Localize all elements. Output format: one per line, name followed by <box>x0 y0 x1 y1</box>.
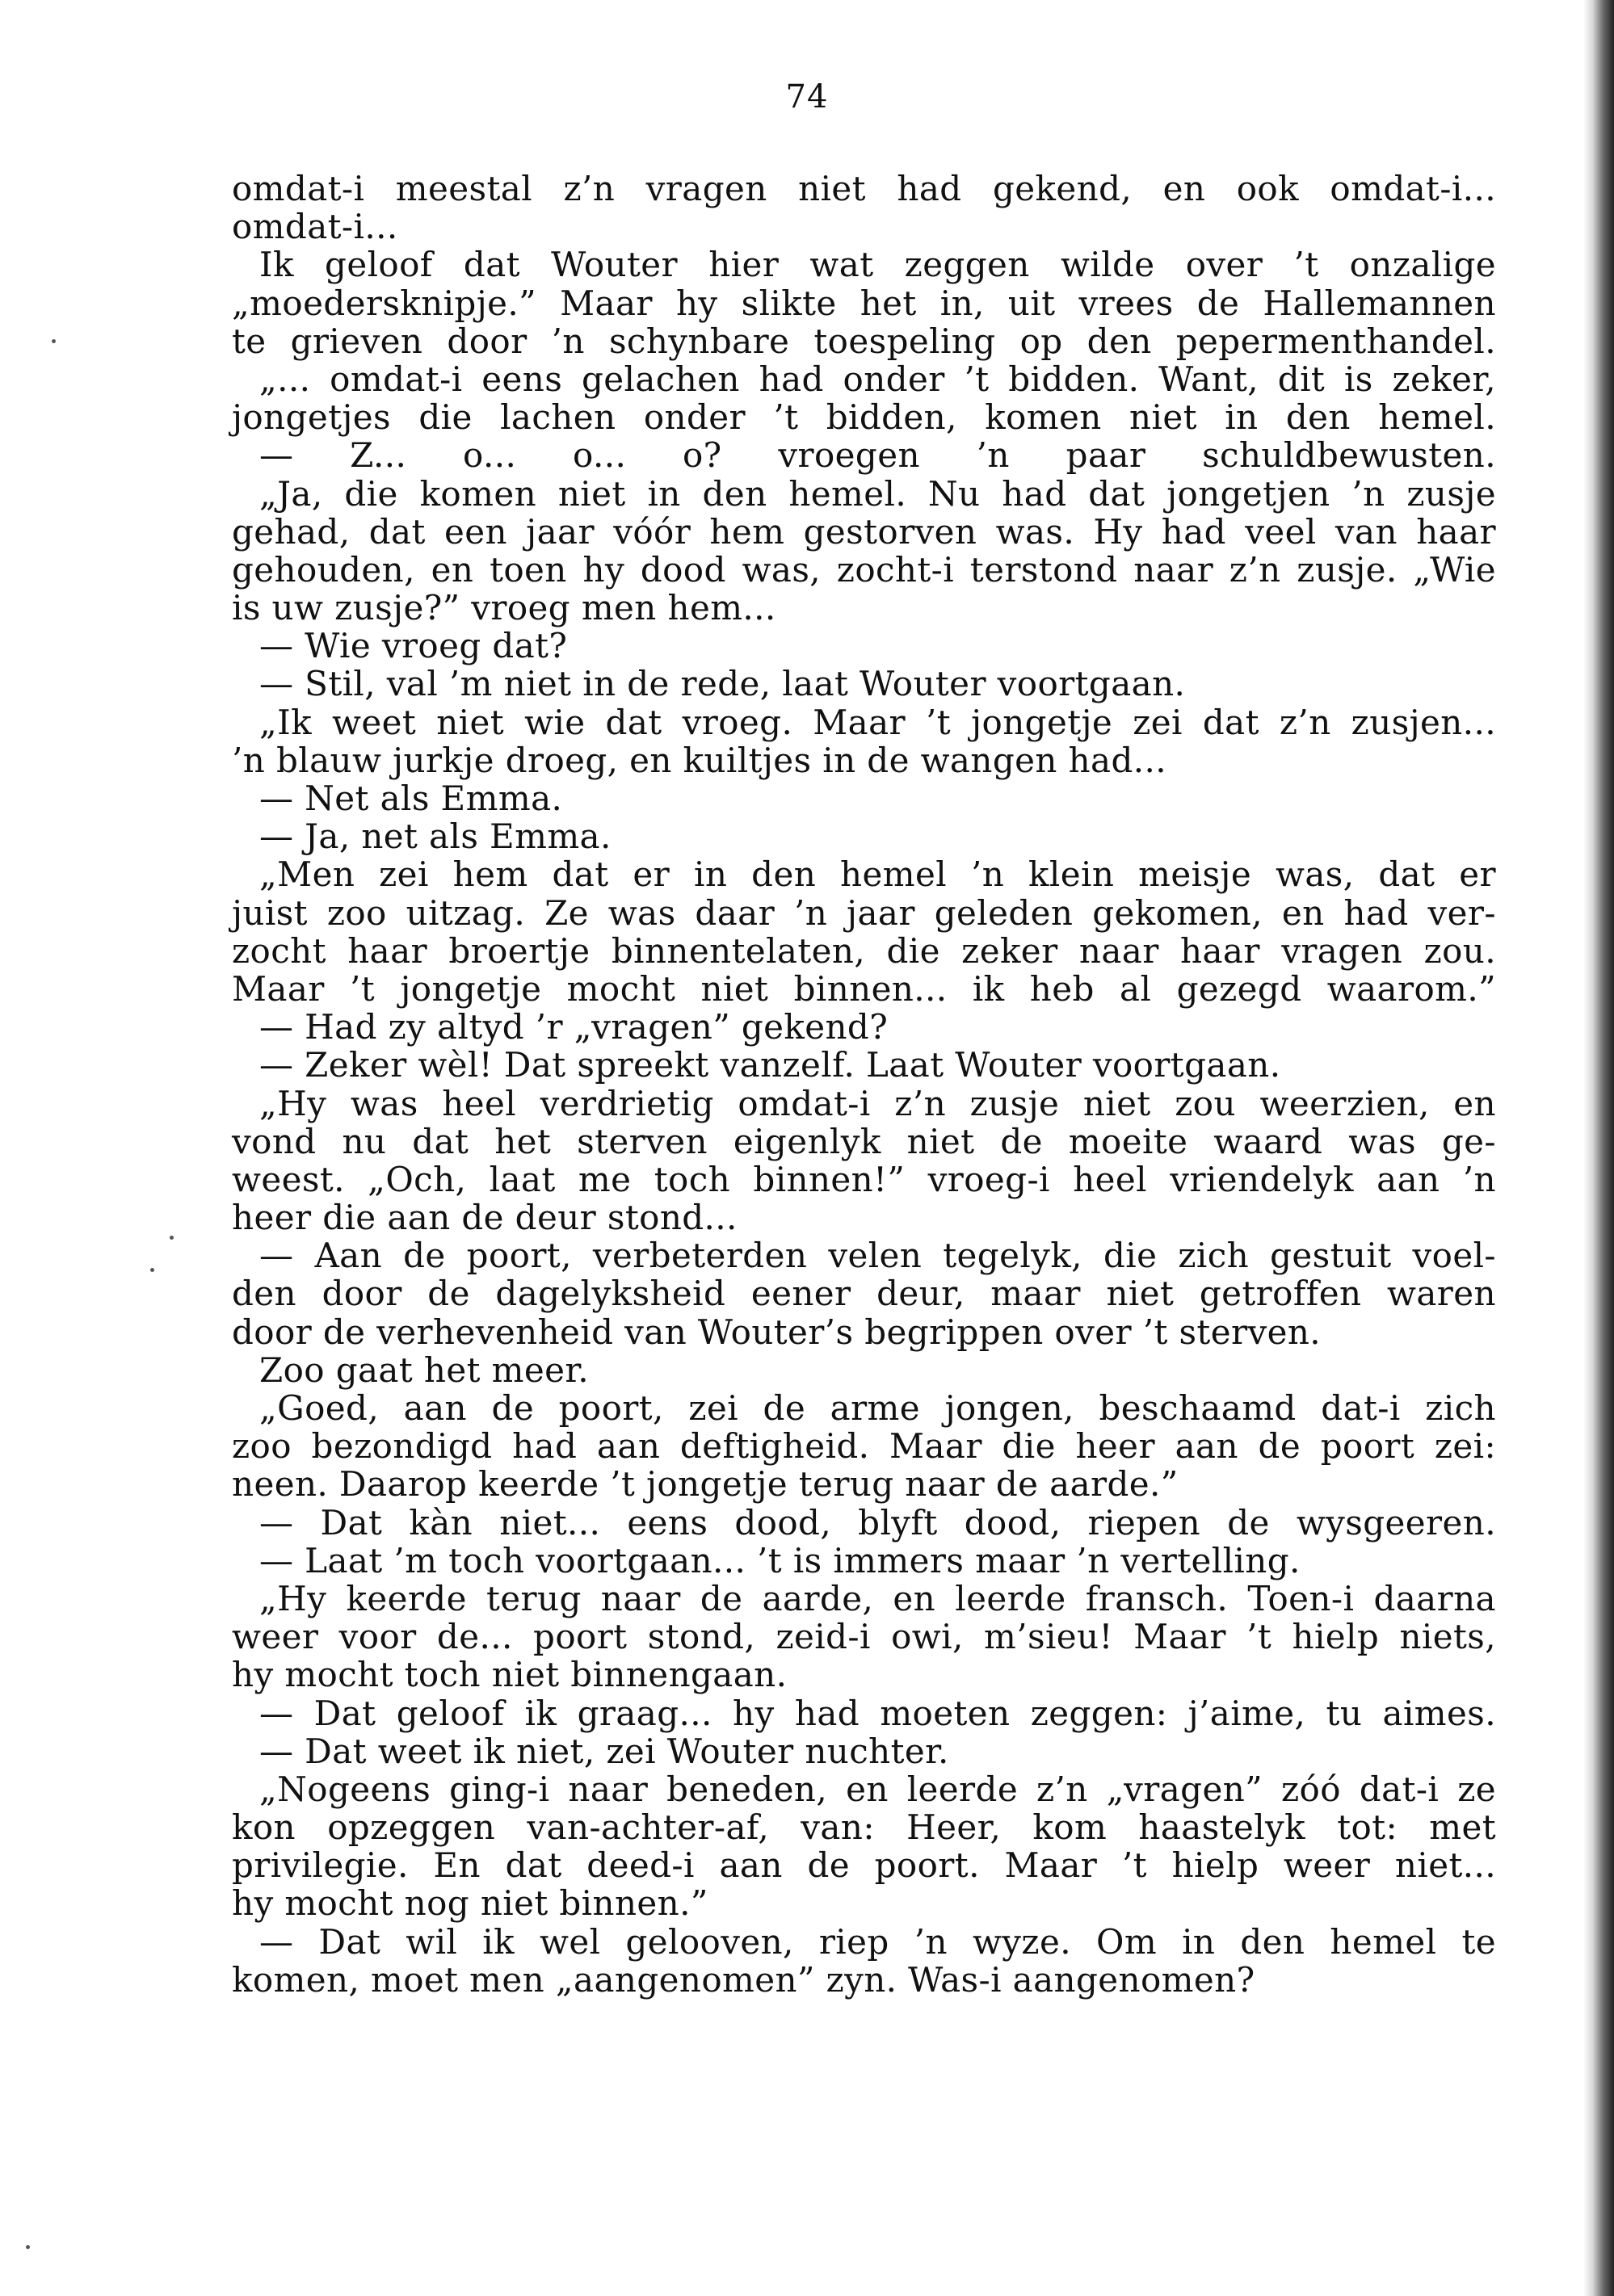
text-line: „Hy was heel verdrietig omdat-i z’n zusje niet zou weerzien, en <box>259 1083 1496 1123</box>
text-line: gehouden, en toen hy dood was, zocht-i terstond naar z’n zusje. „Wie <box>232 549 1496 590</box>
scan-speck <box>26 2245 30 2249</box>
text-line: vond nu dat het sterven eigenlyk niet de moeite waard was ge- <box>232 1121 1496 1161</box>
text-line: — Wie vroeg dat? <box>259 626 568 666</box>
text-line: — Laat ’m toch voortgaan... ’t is immers maar ’n vertelling. <box>259 1540 1301 1580</box>
text-line: den door de dagelyksheid eener deur, maar niet getroffen waren <box>232 1274 1496 1314</box>
text-line: gehad, dat een jaar vóór hem gestorven was. Hy had veel van haar <box>232 511 1496 552</box>
text-line: zocht haar broertje binnentelaten, die zeker naar haar vragen zou. <box>232 930 1496 971</box>
text-line: „... omdat-i eens gelachen had onder ’t bidden. Want, dit is zeker, <box>259 359 1496 399</box>
text-line: „Men zei hem dat er in den hemel ’n klein meisje was, dat er <box>259 854 1496 895</box>
text-line: kon opzeggen van-achter-af, van: Heer, kom haastelyk tot: met <box>232 1807 1496 1848</box>
text-line: privilegie. En dat deed-i aan de poort. Maar ’t hielp weer niet... <box>232 1845 1496 1886</box>
text-line: „Nogeens ging-i naar beneden, en leerde z’n „vragen” zóó dat-i ze <box>259 1769 1496 1809</box>
text-line: „Ja, die komen niet in den hemel. Nu had dat jongetjen ’n zusje <box>259 473 1496 514</box>
text-line: „Hy keerde terug naar de aarde, en leerde fransch. Toen-i daarna <box>259 1578 1496 1618</box>
text-line: — Ja, net als Emma. <box>259 816 612 857</box>
text-line: — Had zy altyd ’r „vragen” gekend? <box>259 1007 889 1047</box>
text-line: omdat-i... <box>232 207 398 247</box>
text-line: juist zoo uitzag. Ze was daar ’n jaar geleden gekomen, en had ver- <box>232 892 1496 933</box>
page-number: 74 <box>785 78 829 115</box>
text-line: heer die aan de deur stond... <box>232 1198 738 1238</box>
text-line: weer voor de... poort stond, zeid-i owi, m’sieu! Maar ’t hielp niets, <box>232 1617 1496 1657</box>
text-line: — Dat wil ik wel gelooven, riep ’n wyze. Om in den hemel te <box>259 1921 1496 1962</box>
text-line: — Dat kàn niet... eens dood, blyft dood, riepen de wysgeeren. <box>259 1502 1496 1543</box>
text-line: jongetjes die lachen onder ’t bidden, komen niet in den hemel. <box>232 397 1496 438</box>
text-line: komen, moet men „aangenomen” zyn. Was-i aangenomen? <box>232 1959 1255 2000</box>
text-line: Ik geloof dat Wouter hier wat zeggen wilde over ’t onzalige <box>259 245 1496 285</box>
text-line: „Goed, aan de poort, zei de arme jongen, beschaamd dat-i zich <box>259 1388 1496 1428</box>
text-line: weest. „Och, laat me toch binnen!” vroeg-i heel vriendelyk aan ’n <box>232 1159 1496 1199</box>
text-line: Maar ’t jongetje mocht niet binnen... ik heb al gezegd waarom.” <box>232 968 1496 1009</box>
text-line: — Net als Emma. <box>259 779 563 818</box>
text-line: — Stil, val ’m niet in de rede, laat Wouter voortgaan. <box>259 664 1186 704</box>
text-line: — Dat geloof ik graag... hy had moeten zeggen: j’aime, tu aimes. <box>259 1693 1496 1733</box>
text-line: door de verhevenheid van Wouter’s begrippen over ’t sterven. <box>232 1312 1322 1352</box>
text-line: zoo bezondigd had aan deftigheid. Maar die heer aan de poort zei: <box>232 1426 1496 1467</box>
text-line: „Ik weet niet wie dat vroeg. Maar ’t jongetje zei dat z’n zusjen... <box>259 702 1496 742</box>
text-line: — Z... o... o... o? vroegen ’n paar schuldbewusten. <box>259 435 1496 476</box>
text-line: hy mocht nog niet binnen.” <box>232 1883 708 1924</box>
text-line: — Zeker wèl! Dat spreekt vanzelf. Laat Wouter voortgaan. <box>259 1045 1281 1085</box>
text-line: — Dat weet ik niet, zei Wouter nuchter. <box>259 1731 949 1771</box>
scan-speck <box>150 1268 154 1272</box>
text-line: is uw zusje?” vroeg men hem... <box>232 588 776 628</box>
text-line: neen. Daarop keerde ’t jongetje terug naar de aarde.” <box>232 1464 1179 1505</box>
text-line: te grieven door ’n schynbare toespeling op den pepermenthandel. <box>232 321 1496 361</box>
text-line: hy mocht toch niet binnengaan. <box>232 1655 788 1695</box>
text-line: „moedersknipje.” Maar hy slikte het in, uit vrees de Hallemannen <box>232 283 1496 323</box>
page-edge-shadow <box>1583 0 1614 2296</box>
scan-speck <box>52 339 56 343</box>
body-text <box>232 170 1496 1999</box>
text-line: ’n blauw jurkje droeg, en kuiltjes in de wangen had... <box>232 740 1166 780</box>
text-line: omdat-i meestal z’n vragen niet had gekend, en ook omdat-i... <box>232 169 1496 208</box>
text-line: Zoo gaat het meer. <box>259 1349 589 1390</box>
text-line: — Aan de poort, verbeterden velen tegelyk, die zich gestuit voel- <box>259 1236 1496 1276</box>
scan-speck <box>170 1236 174 1240</box>
